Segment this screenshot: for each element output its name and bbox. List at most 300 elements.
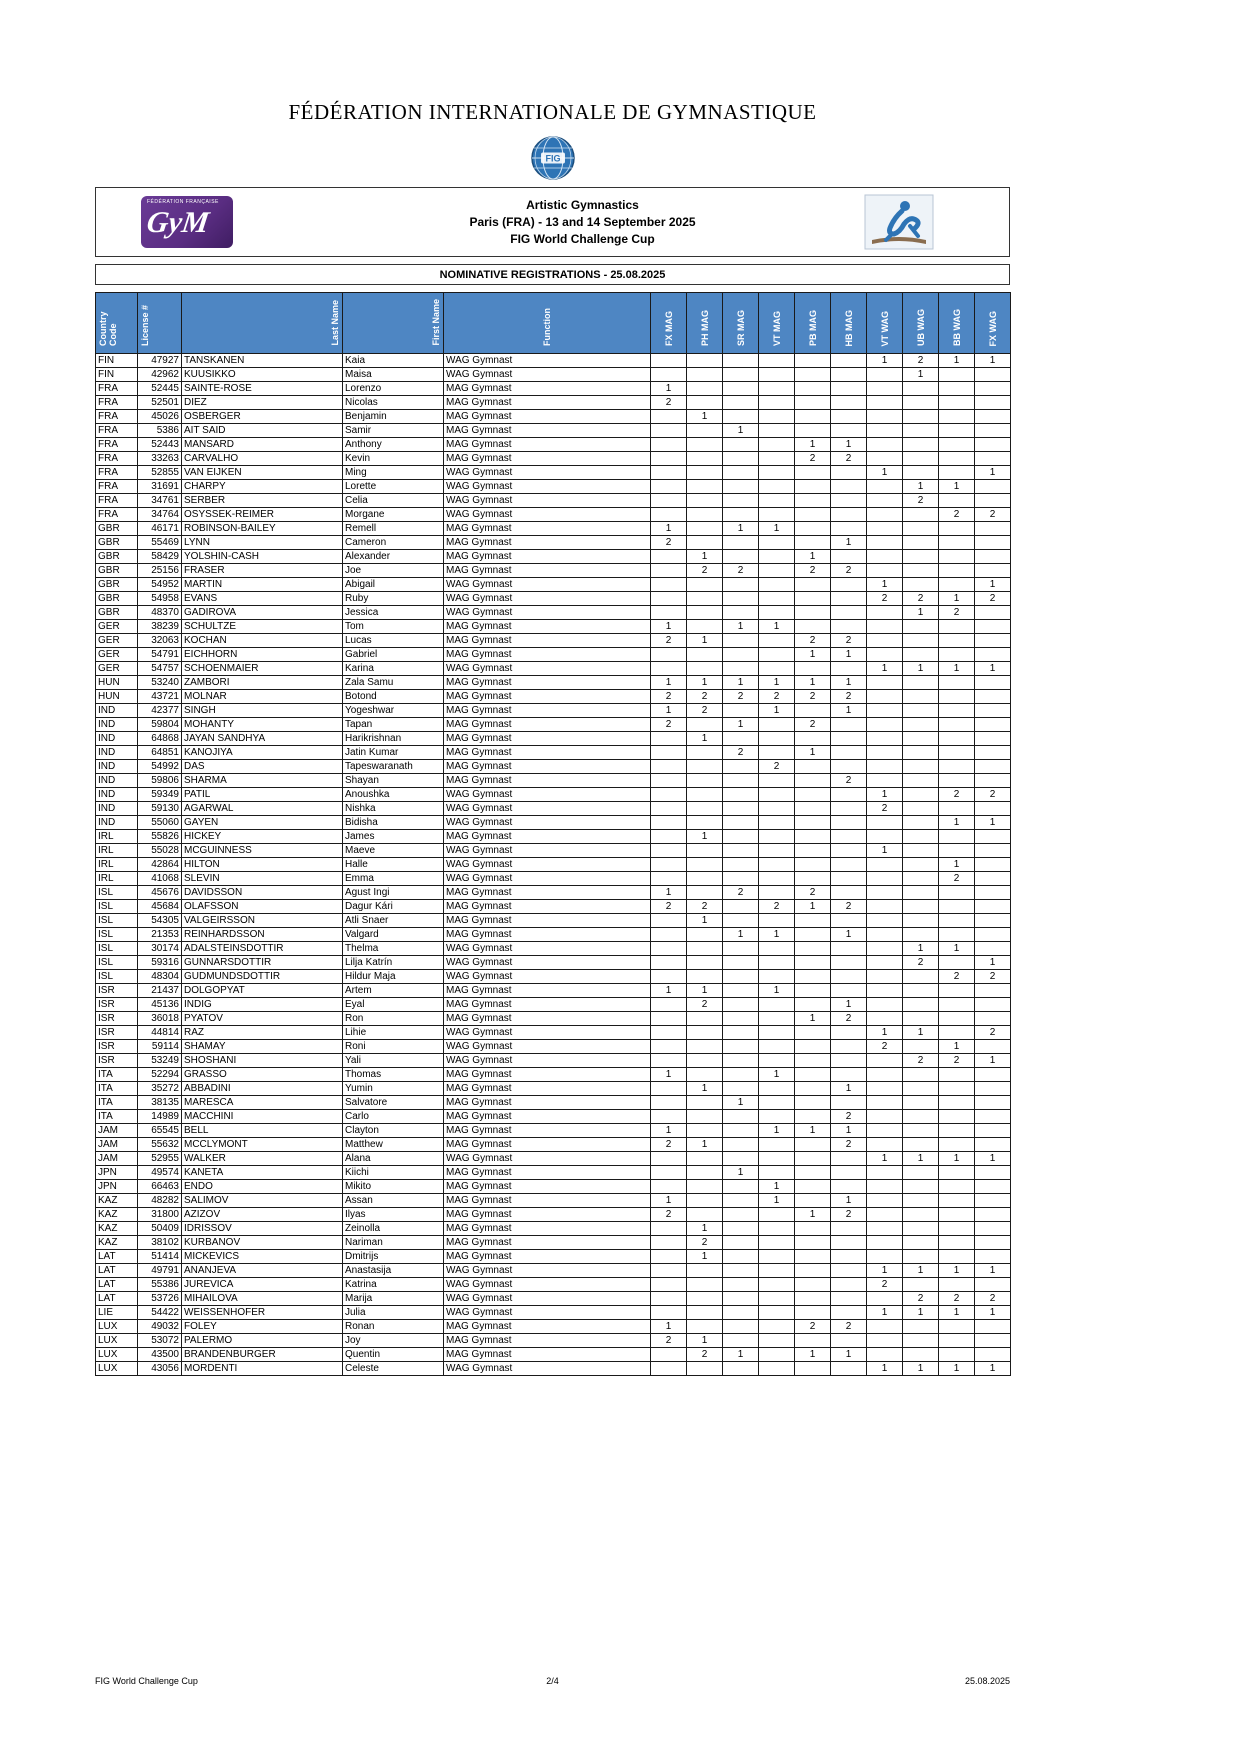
ub-wag-cell: 2	[903, 354, 939, 368]
pb-mag-cell	[795, 368, 831, 382]
license-number-cell: 43500	[138, 1348, 182, 1362]
fx-mag-cell	[651, 1348, 687, 1362]
pb-mag-cell	[795, 662, 831, 676]
fx-wag-cell	[975, 1320, 1011, 1334]
pb-mag-cell	[795, 1082, 831, 1096]
license-number-cell: 49032	[138, 1320, 182, 1334]
pb-mag-cell	[795, 914, 831, 928]
country-code-cell: KAZ	[96, 1208, 138, 1222]
country-code-cell: ISL	[96, 900, 138, 914]
ph-mag-cell	[687, 746, 723, 760]
ub-wag-cell	[903, 648, 939, 662]
vt-wag-cell	[867, 676, 903, 690]
bb-wag-cell	[939, 774, 975, 788]
bb-wag-cell: 1	[939, 1040, 975, 1054]
sr-mag-cell	[723, 914, 759, 928]
last-name-cell: ABBADINI	[182, 1082, 343, 1096]
bb-wag-cell: 1	[939, 942, 975, 956]
country-code-cell: ISR	[96, 998, 138, 1012]
registrations-bar: NOMINATIVE REGISTRATIONS - 25.08.2025	[95, 264, 1010, 285]
ph-mag-cell	[687, 1040, 723, 1054]
first-name-cell: Shayan	[343, 774, 444, 788]
bb-wag-cell	[939, 1138, 975, 1152]
column-header-hb-mag: HB MAG	[831, 293, 867, 354]
last-name-cell: AZIZOV	[182, 1208, 343, 1222]
pb-mag-cell	[795, 788, 831, 802]
fx-wag-cell	[975, 942, 1011, 956]
function-cell: MAG Gymnast	[444, 1180, 651, 1194]
fx-wag-cell	[975, 1138, 1011, 1152]
table-row	[96, 354, 1011, 368]
table-row	[96, 718, 1011, 732]
sr-mag-cell	[723, 1320, 759, 1334]
pb-mag-cell: 2	[795, 564, 831, 578]
hb-mag-cell: 2	[831, 634, 867, 648]
pb-mag-cell: 2	[795, 1320, 831, 1334]
hb-mag-cell: 1	[831, 648, 867, 662]
first-name-cell: Joe	[343, 564, 444, 578]
table-row	[96, 1362, 1011, 1376]
registrations-table-body	[96, 354, 1011, 1376]
column-header-pb-mag: PB MAG	[795, 293, 831, 354]
vt-wag-cell	[867, 438, 903, 452]
function-cell: MAG Gymnast	[444, 760, 651, 774]
hb-mag-cell	[831, 942, 867, 956]
table-row	[96, 844, 1011, 858]
last-name-cell: MOLNAR	[182, 690, 343, 704]
pb-mag-cell	[795, 802, 831, 816]
fx-wag-cell: 2	[975, 508, 1011, 522]
table-row	[96, 1334, 1011, 1348]
ub-wag-cell	[903, 634, 939, 648]
table-row	[96, 788, 1011, 802]
license-number-cell: 59114	[138, 1040, 182, 1054]
sr-mag-cell	[723, 970, 759, 984]
table-row	[96, 956, 1011, 970]
license-number-cell: 48304	[138, 970, 182, 984]
ph-mag-cell	[687, 886, 723, 900]
bb-wag-cell: 1	[939, 858, 975, 872]
bb-wag-cell	[939, 1166, 975, 1180]
column-header-ub-wag: UB WAG	[903, 293, 939, 354]
fx-mag-cell	[651, 662, 687, 676]
license-number-cell: 49574	[138, 1166, 182, 1180]
first-name-cell: Assan	[343, 1194, 444, 1208]
event-header-text	[346, 197, 819, 248]
country-code-cell: LAT	[96, 1278, 138, 1292]
license-number-cell: 59316	[138, 956, 182, 970]
last-name-cell: SALIMOV	[182, 1194, 343, 1208]
function-cell: MAG Gymnast	[444, 900, 651, 914]
vt-mag-cell	[759, 1138, 795, 1152]
first-name-cell: Samir	[343, 424, 444, 438]
hb-mag-cell: 2	[831, 774, 867, 788]
ub-wag-cell	[903, 676, 939, 690]
sr-mag-cell	[723, 844, 759, 858]
table-row	[96, 914, 1011, 928]
ph-mag-cell	[687, 1054, 723, 1068]
bb-wag-cell: 1	[939, 1362, 975, 1376]
fx-mag-cell	[651, 368, 687, 382]
function-cell: MAG Gymnast	[444, 1012, 651, 1026]
last-name-cell: DAVIDSSON	[182, 886, 343, 900]
vt-wag-cell	[867, 760, 903, 774]
fx-wag-cell	[975, 1082, 1011, 1096]
ph-mag-cell	[687, 466, 723, 480]
fx-mag-cell: 1	[651, 886, 687, 900]
table-row	[96, 1124, 1011, 1138]
vt-wag-cell	[867, 1138, 903, 1152]
vt-mag-cell	[759, 508, 795, 522]
vt-mag-cell	[759, 1292, 795, 1306]
sr-mag-cell	[723, 1124, 759, 1138]
vt-mag-cell: 1	[759, 676, 795, 690]
vt-mag-cell	[759, 858, 795, 872]
vt-wag-cell	[867, 424, 903, 438]
pb-mag-cell	[795, 1306, 831, 1320]
function-cell: WAG Gymnast	[444, 480, 651, 494]
pb-mag-cell	[795, 1054, 831, 1068]
first-name-cell: Joy	[343, 1334, 444, 1348]
fx-wag-cell	[975, 774, 1011, 788]
license-number-cell: 48370	[138, 606, 182, 620]
vt-wag-cell: 1	[867, 578, 903, 592]
last-name-cell: KOCHAN	[182, 634, 343, 648]
hb-mag-cell	[831, 494, 867, 508]
function-cell: MAG Gymnast	[444, 1166, 651, 1180]
pb-mag-cell	[795, 774, 831, 788]
fx-mag-cell: 2	[651, 1138, 687, 1152]
vt-wag-cell	[867, 550, 903, 564]
fx-mag-cell	[651, 578, 687, 592]
ph-mag-cell	[687, 1320, 723, 1334]
fig-logo-icon	[530, 135, 576, 181]
license-number-cell: 38239	[138, 620, 182, 634]
hb-mag-cell	[831, 1026, 867, 1040]
fx-mag-cell: 1	[651, 620, 687, 634]
country-code-cell: LUX	[96, 1320, 138, 1334]
sr-mag-cell	[723, 956, 759, 970]
license-number-cell: 54305	[138, 914, 182, 928]
pb-mag-cell	[795, 732, 831, 746]
fx-mag-cell	[651, 732, 687, 746]
vt-mag-cell	[759, 1362, 795, 1376]
ph-mag-cell	[687, 606, 723, 620]
country-code-cell: FIN	[96, 368, 138, 382]
hb-mag-cell	[831, 802, 867, 816]
vt-mag-cell	[759, 956, 795, 970]
ph-mag-cell	[687, 774, 723, 788]
bb-wag-cell	[939, 1194, 975, 1208]
sr-mag-cell	[723, 662, 759, 676]
fx-wag-cell: 1	[975, 1306, 1011, 1320]
country-code-cell: IRL	[96, 830, 138, 844]
vt-mag-cell	[759, 746, 795, 760]
hb-mag-cell	[831, 718, 867, 732]
table-row	[96, 396, 1011, 410]
table-row	[96, 984, 1011, 998]
fx-wag-cell	[975, 1110, 1011, 1124]
fx-mag-cell: 2	[651, 690, 687, 704]
vt-wag-cell	[867, 480, 903, 494]
vt-wag-cell	[867, 522, 903, 536]
table-row	[96, 494, 1011, 508]
vt-wag-cell	[867, 872, 903, 886]
ph-mag-cell	[687, 1264, 723, 1278]
first-name-cell: Clayton	[343, 1124, 444, 1138]
ph-mag-cell	[687, 858, 723, 872]
function-cell: WAG Gymnast	[444, 956, 651, 970]
first-name-cell: Thelma	[343, 942, 444, 956]
vt-wag-cell: 1	[867, 1026, 903, 1040]
pb-mag-cell	[795, 816, 831, 830]
license-number-cell: 38102	[138, 1236, 182, 1250]
pb-mag-cell	[795, 1194, 831, 1208]
hb-mag-cell	[831, 1334, 867, 1348]
license-number-cell: 36018	[138, 1012, 182, 1026]
ub-wag-cell	[903, 802, 939, 816]
vt-mag-cell	[759, 830, 795, 844]
first-name-cell: Karina	[343, 662, 444, 676]
country-code-cell: GBR	[96, 592, 138, 606]
bb-wag-cell: 2	[939, 1292, 975, 1306]
function-cell: MAG Gymnast	[444, 396, 651, 410]
ph-mag-cell: 1	[687, 634, 723, 648]
country-code-cell: ISR	[96, 1012, 138, 1026]
pb-mag-cell: 2	[795, 634, 831, 648]
license-number-cell: 55060	[138, 816, 182, 830]
fx-mag-cell	[651, 942, 687, 956]
last-name-cell: OLAFSSON	[182, 900, 343, 914]
last-name-cell: EVANS	[182, 592, 343, 606]
sr-mag-cell	[723, 1026, 759, 1040]
license-number-cell: 44814	[138, 1026, 182, 1040]
ub-wag-cell	[903, 550, 939, 564]
vt-wag-cell	[867, 942, 903, 956]
vt-wag-cell	[867, 732, 903, 746]
fx-wag-cell	[975, 690, 1011, 704]
pb-mag-cell	[795, 760, 831, 774]
sr-mag-cell	[723, 1236, 759, 1250]
fx-mag-cell	[651, 480, 687, 494]
vt-wag-cell	[867, 746, 903, 760]
pb-mag-cell	[795, 998, 831, 1012]
ub-wag-cell: 1	[903, 1152, 939, 1166]
fx-mag-cell	[651, 606, 687, 620]
pb-mag-cell	[795, 1334, 831, 1348]
ph-mag-cell	[687, 424, 723, 438]
last-name-cell: MCCLYMONT	[182, 1138, 343, 1152]
sr-mag-cell	[723, 1208, 759, 1222]
bb-wag-cell	[939, 1096, 975, 1110]
vt-wag-cell	[867, 620, 903, 634]
fx-mag-cell	[651, 802, 687, 816]
vt-mag-cell	[759, 942, 795, 956]
ph-mag-cell: 1	[687, 1082, 723, 1096]
vt-wag-cell	[867, 396, 903, 410]
license-number-cell: 66463	[138, 1180, 182, 1194]
bb-wag-cell	[939, 410, 975, 424]
vt-mag-cell: 1	[759, 1180, 795, 1194]
country-code-cell: ITA	[96, 1110, 138, 1124]
ub-wag-cell	[903, 466, 939, 480]
ub-wag-cell: 2	[903, 592, 939, 606]
first-name-cell: Dagur Kári	[343, 900, 444, 914]
fx-wag-cell	[975, 494, 1011, 508]
last-name-cell: WALKER	[182, 1152, 343, 1166]
table-row	[96, 998, 1011, 1012]
sr-mag-cell: 1	[723, 1166, 759, 1180]
fx-wag-cell	[975, 1012, 1011, 1026]
sr-mag-cell	[723, 536, 759, 550]
last-name-cell: MARTIN	[182, 578, 343, 592]
footer-date: 25.08.2025	[964, 1676, 1010, 1686]
vt-mag-cell	[759, 592, 795, 606]
bb-wag-cell	[939, 984, 975, 998]
bb-wag-cell	[939, 1348, 975, 1362]
last-name-cell: VAN EIJKEN	[182, 466, 343, 480]
event-header-right	[819, 194, 1009, 250]
first-name-cell: Nariman	[343, 1236, 444, 1250]
hb-mag-cell	[831, 620, 867, 634]
sr-mag-cell	[723, 872, 759, 886]
fx-wag-cell	[975, 634, 1011, 648]
fx-wag-cell	[975, 844, 1011, 858]
function-cell: MAG Gymnast	[444, 1250, 651, 1264]
bb-wag-cell	[939, 564, 975, 578]
first-name-cell: Thomas	[343, 1068, 444, 1082]
ub-wag-cell	[903, 858, 939, 872]
ub-wag-cell: 1	[903, 942, 939, 956]
first-name-cell: Mikito	[343, 1180, 444, 1194]
pb-mag-cell	[795, 1236, 831, 1250]
first-name-cell: Jatin Kumar	[343, 746, 444, 760]
vt-mag-cell	[759, 536, 795, 550]
sr-mag-cell	[723, 1264, 759, 1278]
license-number-cell: 47927	[138, 354, 182, 368]
pb-mag-cell: 1	[795, 676, 831, 690]
function-cell: WAG Gymnast	[444, 1264, 651, 1278]
sr-mag-cell	[723, 802, 759, 816]
fx-wag-cell	[975, 830, 1011, 844]
hb-mag-cell	[831, 354, 867, 368]
hb-mag-cell	[831, 914, 867, 928]
ph-mag-cell	[687, 1152, 723, 1166]
vt-mag-cell: 1	[759, 928, 795, 942]
license-number-cell: 54791	[138, 648, 182, 662]
sr-mag-cell	[723, 1362, 759, 1376]
vt-mag-cell	[759, 1348, 795, 1362]
fx-wag-cell: 1	[975, 1152, 1011, 1166]
sr-mag-cell	[723, 788, 759, 802]
ph-mag-cell	[687, 1068, 723, 1082]
footer-event-name: FIG World Challenge Cup	[95, 1676, 198, 1686]
ub-wag-cell: 1	[903, 480, 939, 494]
hb-mag-cell	[831, 732, 867, 746]
fx-wag-cell	[975, 704, 1011, 718]
vt-wag-cell: 1	[867, 1362, 903, 1376]
bb-wag-cell	[939, 1250, 975, 1264]
fx-mag-cell	[651, 438, 687, 452]
country-code-cell: FRA	[96, 396, 138, 410]
first-name-cell: Artem	[343, 984, 444, 998]
last-name-cell: MCGUINNESS	[182, 844, 343, 858]
ub-wag-cell	[903, 760, 939, 774]
pb-mag-cell: 2	[795, 718, 831, 732]
bb-wag-cell	[939, 760, 975, 774]
table-row	[96, 970, 1011, 984]
first-name-cell: Hildur Maja	[343, 970, 444, 984]
last-name-cell: PYATOV	[182, 1012, 343, 1026]
first-name-cell: Marija	[343, 1292, 444, 1306]
fx-mag-cell	[651, 1180, 687, 1194]
sr-mag-cell	[723, 816, 759, 830]
ub-wag-cell	[903, 1222, 939, 1236]
hb-mag-cell: 2	[831, 690, 867, 704]
sr-mag-cell	[723, 1040, 759, 1054]
fx-mag-cell: 1	[651, 704, 687, 718]
table-row	[96, 1110, 1011, 1124]
license-number-cell: 42377	[138, 704, 182, 718]
bb-wag-cell	[939, 746, 975, 760]
last-name-cell: YOLSHIN-CASH	[182, 550, 343, 564]
sr-mag-cell	[723, 606, 759, 620]
bb-wag-cell: 1	[939, 1264, 975, 1278]
ub-wag-cell	[903, 886, 939, 900]
bb-wag-cell: 1	[939, 592, 975, 606]
country-code-cell: JPN	[96, 1180, 138, 1194]
hb-mag-cell: 1	[831, 536, 867, 550]
ph-mag-cell	[687, 942, 723, 956]
function-cell: MAG Gymnast	[444, 1334, 651, 1348]
license-number-cell: 54992	[138, 760, 182, 774]
event-header-box	[95, 187, 1010, 257]
vt-wag-cell: 1	[867, 788, 903, 802]
fx-wag-cell	[975, 1124, 1011, 1138]
ub-wag-cell	[903, 816, 939, 830]
fx-wag-cell: 1	[975, 662, 1011, 676]
fx-mag-cell: 2	[651, 536, 687, 550]
function-cell: MAG Gymnast	[444, 648, 651, 662]
last-name-cell: SHOSHANI	[182, 1054, 343, 1068]
ph-mag-cell	[687, 956, 723, 970]
vt-wag-cell	[867, 368, 903, 382]
first-name-cell: Bidisha	[343, 816, 444, 830]
column-header-last-name: Last Name	[182, 293, 343, 354]
table-row	[96, 1012, 1011, 1026]
pb-mag-cell	[795, 606, 831, 620]
fx-wag-cell	[975, 1180, 1011, 1194]
sr-mag-cell	[723, 1110, 759, 1124]
ub-wag-cell: 2	[903, 494, 939, 508]
hb-mag-cell: 2	[831, 1110, 867, 1124]
pb-mag-cell: 1	[795, 648, 831, 662]
country-code-cell: GBR	[96, 550, 138, 564]
ub-wag-cell	[903, 928, 939, 942]
fx-wag-cell	[975, 718, 1011, 732]
bb-wag-cell	[939, 1012, 975, 1026]
vt-wag-cell: 2	[867, 802, 903, 816]
fx-wag-cell: 2	[975, 970, 1011, 984]
pb-mag-cell: 1	[795, 1348, 831, 1362]
last-name-cell: DIEZ	[182, 396, 343, 410]
function-cell: WAG Gymnast	[444, 1306, 651, 1320]
bb-wag-cell: 2	[939, 606, 975, 620]
sr-mag-cell	[723, 1306, 759, 1320]
license-number-cell: 42962	[138, 368, 182, 382]
last-name-cell: CARVALHO	[182, 452, 343, 466]
country-code-cell: JAM	[96, 1152, 138, 1166]
